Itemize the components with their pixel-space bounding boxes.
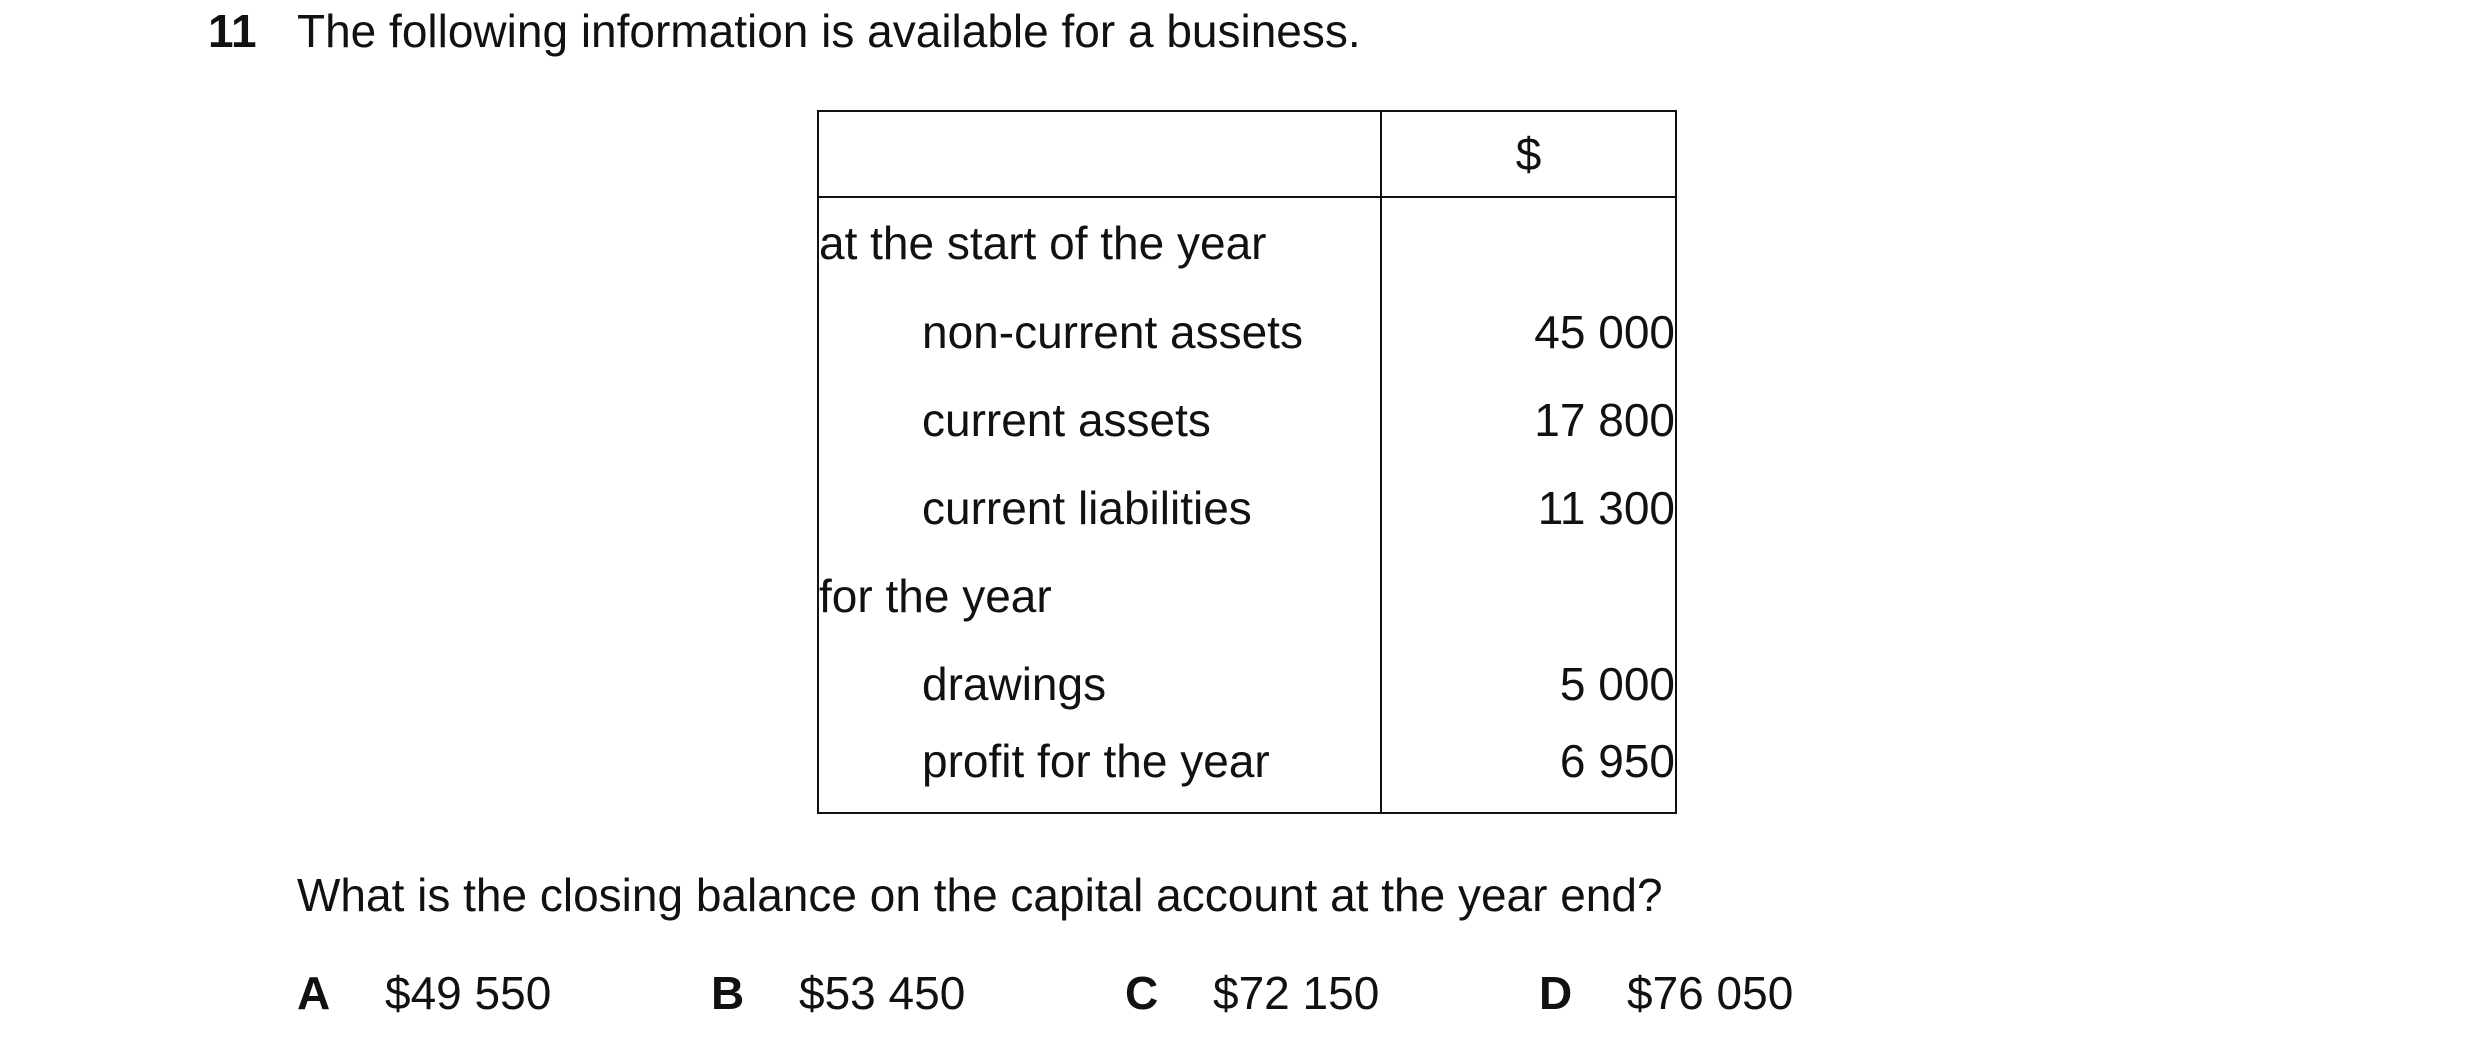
option-value: $53 450: [799, 967, 966, 1019]
table-row: [818, 376, 1676, 464]
option-letter: A: [297, 967, 331, 1019]
table-row: [818, 728, 1676, 813]
row-value: [1381, 552, 1676, 640]
question-number: 11: [208, 5, 257, 57]
answer-options: [0, 967, 2480, 1030]
table-row: [818, 288, 1676, 376]
row-label: current liabilities: [818, 464, 1381, 552]
option-letter: C: [1125, 967, 1159, 1019]
row-label: profit for the year: [818, 728, 1381, 813]
table-row: [818, 552, 1676, 640]
row-label: at the start of the year: [818, 197, 1381, 288]
information-table: [817, 110, 1677, 814]
table-header-row: [818, 111, 1676, 197]
row-value: 6 950: [1381, 728, 1676, 813]
question-intro: The following information is available for a business.: [297, 5, 1361, 57]
option-value: $49 550: [385, 967, 552, 1019]
row-label: drawings: [818, 640, 1381, 728]
row-value: 17 800: [1381, 376, 1676, 464]
row-label: for the year: [818, 552, 1381, 640]
row-label: non-current assets: [818, 288, 1381, 376]
row-value: 11 300: [1381, 464, 1676, 552]
option-letter: D: [1539, 967, 1573, 1019]
option-value: $76 050: [1627, 967, 1794, 1019]
header-currency-cell: $: [1381, 111, 1676, 197]
row-label: current assets: [818, 376, 1381, 464]
option-value: $72 150: [1213, 967, 1380, 1019]
table-row: [818, 197, 1676, 288]
row-value: 45 000: [1381, 288, 1676, 376]
option-letter: B: [711, 967, 745, 1019]
row-value: [1381, 197, 1676, 288]
header-label-cell: [818, 111, 1381, 197]
table-row: [818, 464, 1676, 552]
question-prompt: What is the closing balance on the capital account at the year end?: [297, 869, 1663, 921]
row-value: 5 000: [1381, 640, 1676, 728]
table-row: [818, 640, 1676, 728]
